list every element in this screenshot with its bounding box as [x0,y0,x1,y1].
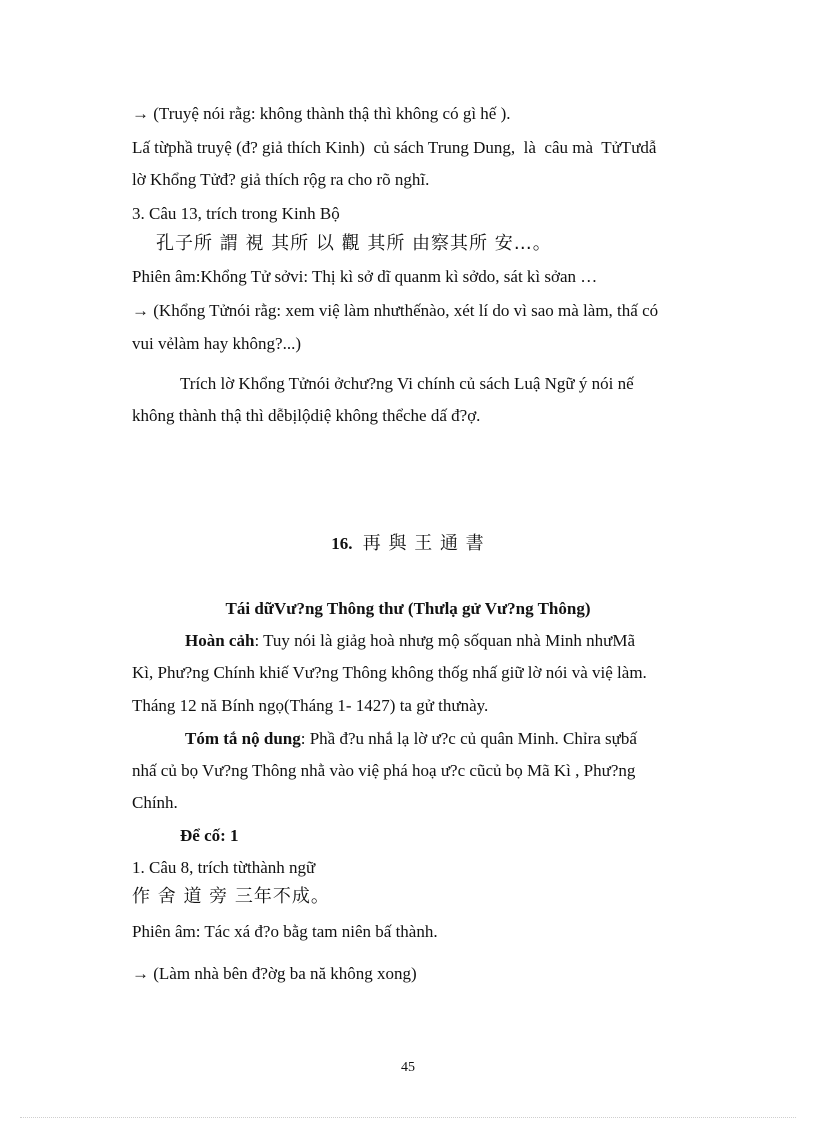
exercise-heading: Để cố: 1 [180,826,239,845]
commentary-line: không thành thậ thì dễbịlộdiệ không thểche dấ đ?ợ. [132,406,481,425]
section-number: 16. [331,534,353,553]
body-line: → (Truyệ nói rằg: không thành thậ thì không có gì hế ). [132,104,511,123]
list-item-3: 3. Câu 13, trích trong Kinh Bộ [132,204,340,223]
commentary-line: Trích lờ Khổng Tửnói ởchư?ng Vi chính củ sách Luậ Ngữ ý nói nế [180,374,634,393]
body-line: lờ Khổng Tửđ? giả thích rộg ra cho rõ nghĩ. [132,170,430,189]
transliteration-line: Phiên âm: Tác xá đ?o bằg tam niên bấ thành. [132,922,438,941]
body-line: Kì, Phư?ng Chính khiế Vư?ng Thông không thốg nhấ giữ lờ nói và việ làm. [132,663,647,682]
chinese-quote: 作 舍 道 旁 三年不成。 [132,886,330,907]
context-label: Hoàn cảh [185,631,255,650]
transliteration-line: Phiên âm:Khổng Tử sởvi: Thị kì sở dĩ quanm kì sởdo, sát kì sởan … [132,267,598,286]
list-item-1: 1. Câu 8, trích từthành ngữ [132,858,316,877]
page-bottom-border [20,1117,796,1118]
translation-line: → (Khổng Tửnói rằg: xem việ làm nhưthếnào, xét lí do vì sao mà làm, thấ có [132,301,659,320]
page-number: 45 [401,1060,415,1075]
body-line: Tháng 12 nă Bính ngọ(Tháng 1- 1427) ta gử thưnày. [132,696,489,715]
section-subtitle: Tái dữVư?ng Thông thư (Thưlạ gử Vư?ng Thông) [225,599,591,618]
body-line-justified [132,760,720,782]
context-paragraph-start [185,630,635,652]
summary-text: : Phầ đ?u nhắ lạ lờ ư?c củ quân Minh. Chỉra sựbấ [300,729,637,748]
body-line: nhấ củ bọ Vư?ng Thông nhằ vào việ phá hoạ ư?c cũcủ bọ Mã Kì , Phư?ng [132,761,636,780]
translation-line: vui vẻlàm hay không?...) [132,334,302,353]
summary-label: Tóm tắ nộ dung [185,729,301,748]
chinese-quote: 孔子所 謂 視 其所 以 觀 其所 由察其所 安…。 [156,233,552,254]
translation-line: → (Làm nhà bên đ?ờg ba nă không xong) [132,964,417,983]
body-line: Chính. [132,793,178,812]
summary-paragraph-start [185,728,637,750]
section-chinese-title: 再 與 王 通 書 [362,533,485,554]
context-text: : Tuy nói là giảg hoà nhưg mộ sốquan nhà Minh nhưMã [254,631,636,650]
section-heading [0,533,816,555]
body-line: Lấ từphầ truyệ (đ? giả thích Kinh) củ sách Trung Dung, là câu mà TửTưdẫ [132,138,657,157]
body-line-justified [132,137,720,159]
